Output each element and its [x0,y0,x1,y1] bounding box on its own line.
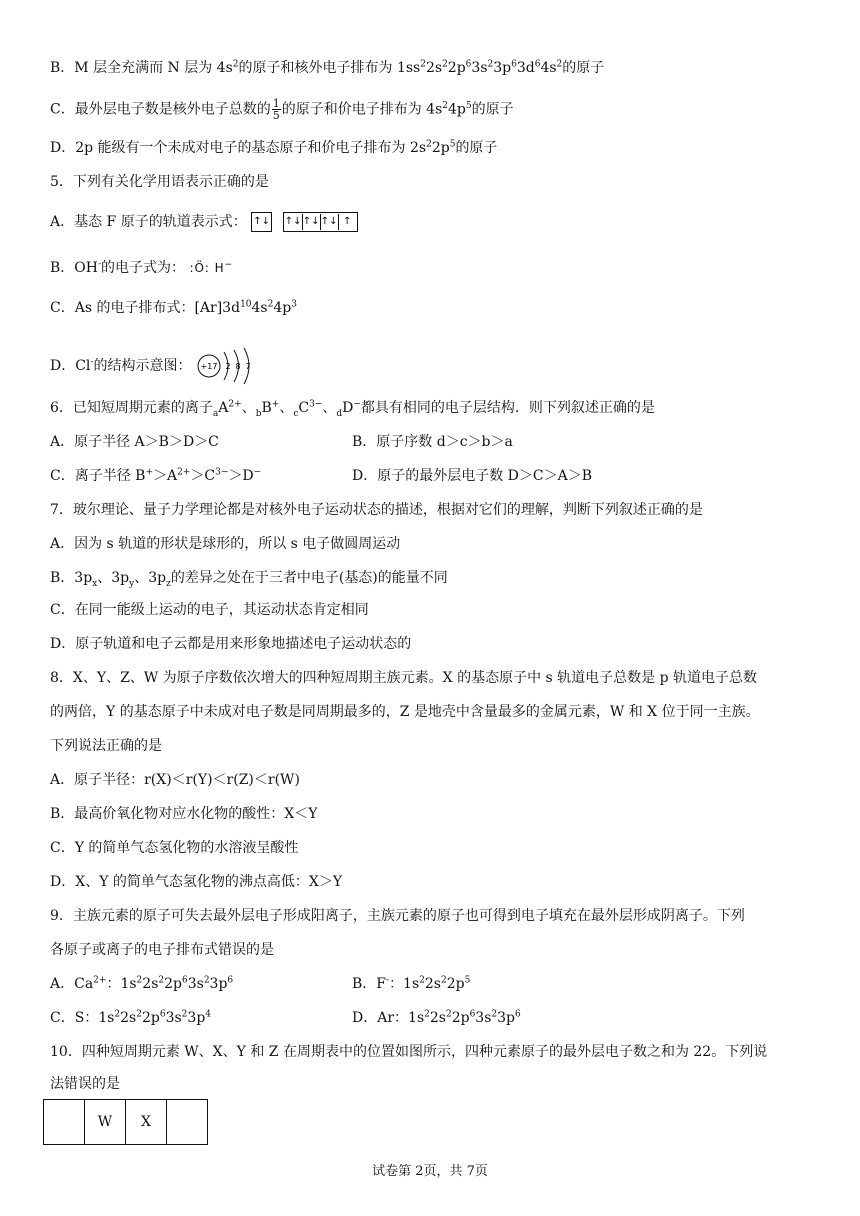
q9-option-c: C．S：$1s^22s^22p^63s^23p^4$ [50,1009,212,1026]
q5-option-c: C．As 的电子排布式：$[Ar]3d^{10}4s^24p^3$ [50,299,297,316]
q10-stem-line2: 法错误的是 [50,1076,120,1092]
q8-option-a: A．原子半径：r(X)＜r(Y)＜r(Z)＜r(W) [50,772,300,788]
shell-electrons: 2 [225,362,231,371]
q8-stem-line2: 的两倍，Y 的基态原子中未成对电子数是同周期最多的，Z 是地壳中含量最多的金属元素，W 和 X 位于同一主族。 [50,704,760,720]
atom-structure-diagram [196,346,266,386]
table-cell [44,1100,85,1145]
q7-option-d: D．原子轨道和电子云都是用来形象地描述电子运动状态的 [50,636,412,652]
page-footer: 试卷第 2页，共 7页 [372,1164,488,1179]
q8-stem-line3: 下列说法正确的是 [50,738,162,754]
q9-option-b: B．F-：$1s^22s^22p^5$ [352,975,471,992]
lewis-structure: :Ö: H− [189,260,234,275]
periodic-table-fragment [43,1099,208,1145]
nucleus-charge: +17 [200,362,218,371]
q7-option-a: A．因为 s 轨道的形状是球形的，所以 s 电子做圆周运动 [50,536,401,552]
shell-electrons: 7 [245,362,251,371]
table-cell: W [85,1100,126,1145]
q5-option-b: B．OH-的电子式为： :Ö: H− [50,259,234,276]
q4-option-c: C．最外层电子数是核外电子总数的 $\frac{1}{5}$ 的原子和价电子排布为 $4s^24p^5$的原子 [50,97,514,122]
q6-option-b: B．原子序数 d＞c＞b＞a [352,434,513,450]
shell-electrons: 8 [235,362,241,371]
q8-option-b: B．最高价氧化物对应水化物的酸性：X＜Y [50,806,318,822]
table-cell [167,1100,208,1145]
q10-stem-line1: 10．四种短周期元素 W、X、Y 和 Z 在周期表中的位置如图所示，四种元素原子的最外层电子数之和为 22。下列说 [50,1044,768,1060]
q5-stem: 5．下列有关化学用语表示正确的是 [50,174,269,190]
q5-option-a: A．基态 F 原子的轨道表示式： ↑↓ ↑↓ ↑↓ ↑↓ ↑ [50,212,364,232]
orbital-box: ↑↓ [321,214,339,230]
orbital-box: ↑↓ [285,214,303,230]
orbital-box: ↑↓ [303,214,321,230]
q8-option-d: D．X、Y 的简单气态氢化物的沸点高低：X＞Y [50,874,343,890]
q6-option-a: A．原子半径 A＞B＞D＞C [50,434,219,450]
orbital-1s [251,212,272,232]
q9-option-d: D．Ar：$1s^22s^22p^63s^23p^6$ [352,1009,521,1026]
q5-option-d: D．Cl-的结构示意图： +17 2 8 7 [50,346,266,386]
q7-option-c: C．在同一能级上运动的电子，其运动状态肯定相同 [50,602,369,618]
table-cell: X [126,1100,167,1145]
q8-stem-line1: 8．X、Y、Z、W 为原子序数依次增大的四种短周期主族元素。X 的基态原子中 s 轨道电子总数是 p 轨道电子总数 [50,670,758,686]
q6-option-c: C．离子半径 $B^+>A^{2+}>C^{3-}>D^-$ [50,467,262,484]
orbital-box: ↑ [342,216,352,227]
q6-option-d: D．原子的最外层电子数 D＞C＞A＞B [352,468,593,484]
q6-stem: 6．已知短周期元素的离子$_aA^{2+}$、$_b$B+、$_cC^{3-}$、$_d$D−都具有相同的电子层结构．则下列叙述正确的是 [50,399,655,419]
orbital-box: ↑↓ [253,216,271,227]
q4-option-d: D．2p 能级有一个未成对电子的基态原子和价电子排布为 $2s^22p^5$的原子 [50,139,498,156]
q7-option-b: B．$3p_x$、$3p_y$、$3p_z$的差异之处在于三者中电子(基态)的能量不同 [50,570,448,589]
q9-option-a: A．$Ca^{2+}$：$1s^22s^22p^63s^23p^6$ [50,975,234,992]
orbital-2s2p [283,212,358,232]
q9-stem-line2: 各原子或离子的电子排布式错误的是 [50,942,274,958]
q8-option-c: C．Y 的简单气态氢化物的水溶液呈酸性 [50,840,299,856]
q4-option-b: B．M 层全充满而 N 层为 $4s^2$的原子和核外电子排布为 $1ss^22s^22p^63s^23p^63d^64s^2$的原子 [50,59,605,76]
q7-stem: 7．玻尔理论、量子力学理论都是对核外电子运动状态的描述，根据对它们的理解，判断下列叙述正确的是 [50,502,703,518]
fraction: $\frac{1}{5}$ [272,97,280,122]
q9-stem-line1: 9．主族元素的原子可失去最外层电子形成阳离子，主族元素的原子也可得到电子填充在最外层形成阴离子。下列 [50,908,745,924]
